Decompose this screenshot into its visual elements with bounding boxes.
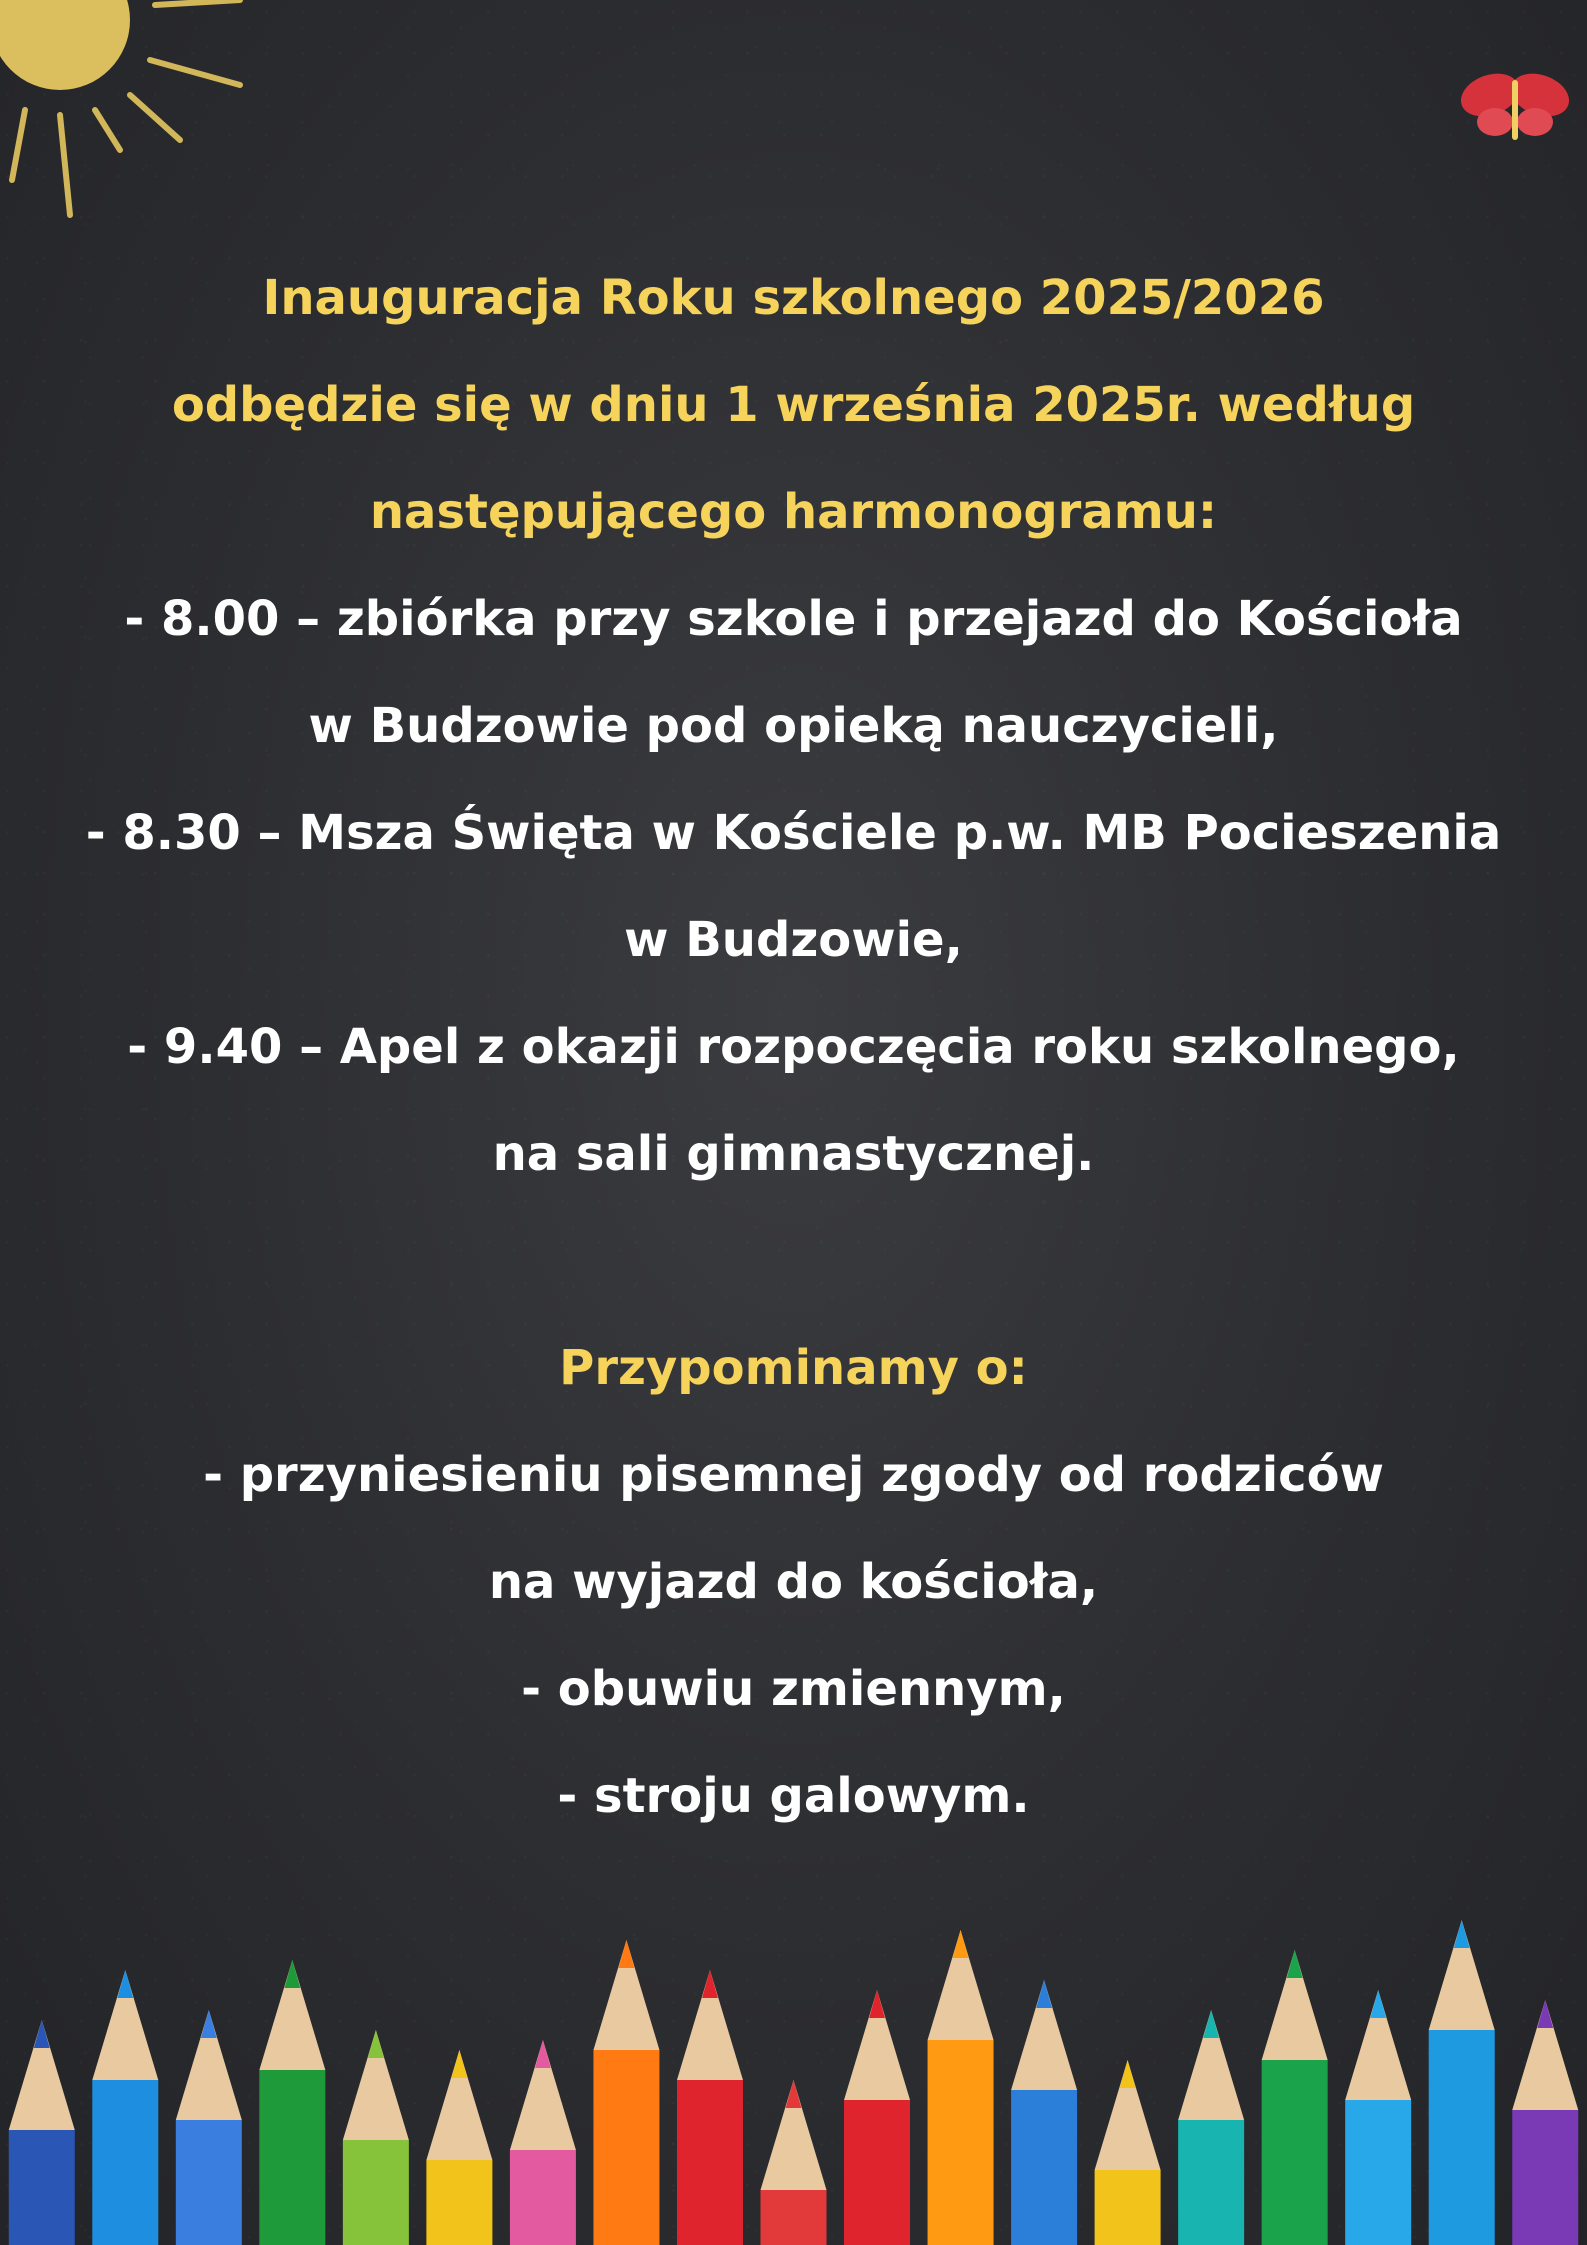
pencil: [677, 1970, 743, 2245]
pencil: [928, 1930, 994, 2245]
announcement: [0, 245, 1587, 1850]
pencil: [1512, 2000, 1578, 2245]
pencil: [593, 1940, 659, 2245]
butterfly-icon: [1455, 60, 1575, 160]
schedule-line-3: - 8.30 – Msza Święta w Kościele p.w. MB Pocieszenia: [85, 805, 1502, 861]
pencil: [176, 2010, 242, 2245]
pencil: [844, 1990, 910, 2245]
pencil: [1262, 1950, 1328, 2245]
pencil: [343, 2030, 409, 2245]
schedule-line-6: na sali gimnastycznej.: [492, 1126, 1095, 1182]
pencil: [510, 2040, 576, 2245]
colored-pencils: [0, 1880, 1587, 2245]
heading-line-2: odbędzie się w dniu 1 września 2025r. według: [171, 377, 1416, 433]
reminder-line-4: - stroju galowym.: [557, 1768, 1030, 1824]
pencil: [1345, 1990, 1411, 2245]
heading-line-3: następującego harmonogramu:: [369, 484, 1218, 540]
schedule-line-2: w Budzowie pod opieką nauczycieli,: [308, 698, 1279, 754]
pencil: [259, 1960, 325, 2245]
spacer: [0, 1208, 1587, 1315]
pencil: [9, 2020, 75, 2245]
pencil: [761, 2080, 827, 2245]
pencil: [1011, 1980, 1077, 2245]
reminder-line-2: na wyjazd do kościoła,: [488, 1554, 1099, 1610]
reminder-line-1: - przyniesieniu pisemnej zgody od rodziców: [203, 1447, 1384, 1503]
schedule-line-4: w Budzowie,: [624, 912, 963, 968]
pencil: [1429, 1920, 1495, 2245]
schedule-line-5: - 9.40 – Apel z okazji rozpoczęcia roku szkolnego,: [127, 1019, 1460, 1075]
pencil: [1178, 2010, 1244, 2245]
pencil: [426, 2050, 492, 2245]
sun-icon: [0, 0, 260, 230]
pencil: [92, 1970, 158, 2245]
schedule-line-1: - 8.00 – zbiórka przy szkole i przejazd do Kościoła: [124, 591, 1463, 647]
heading-line-1: Inauguracja Roku szkolnego 2025/2026: [262, 270, 1325, 326]
reminder-line-3: - obuwiu zmiennym,: [521, 1661, 1066, 1717]
reminder-title: Przypominamy o:: [559, 1340, 1028, 1396]
pencil: [1095, 2060, 1161, 2245]
